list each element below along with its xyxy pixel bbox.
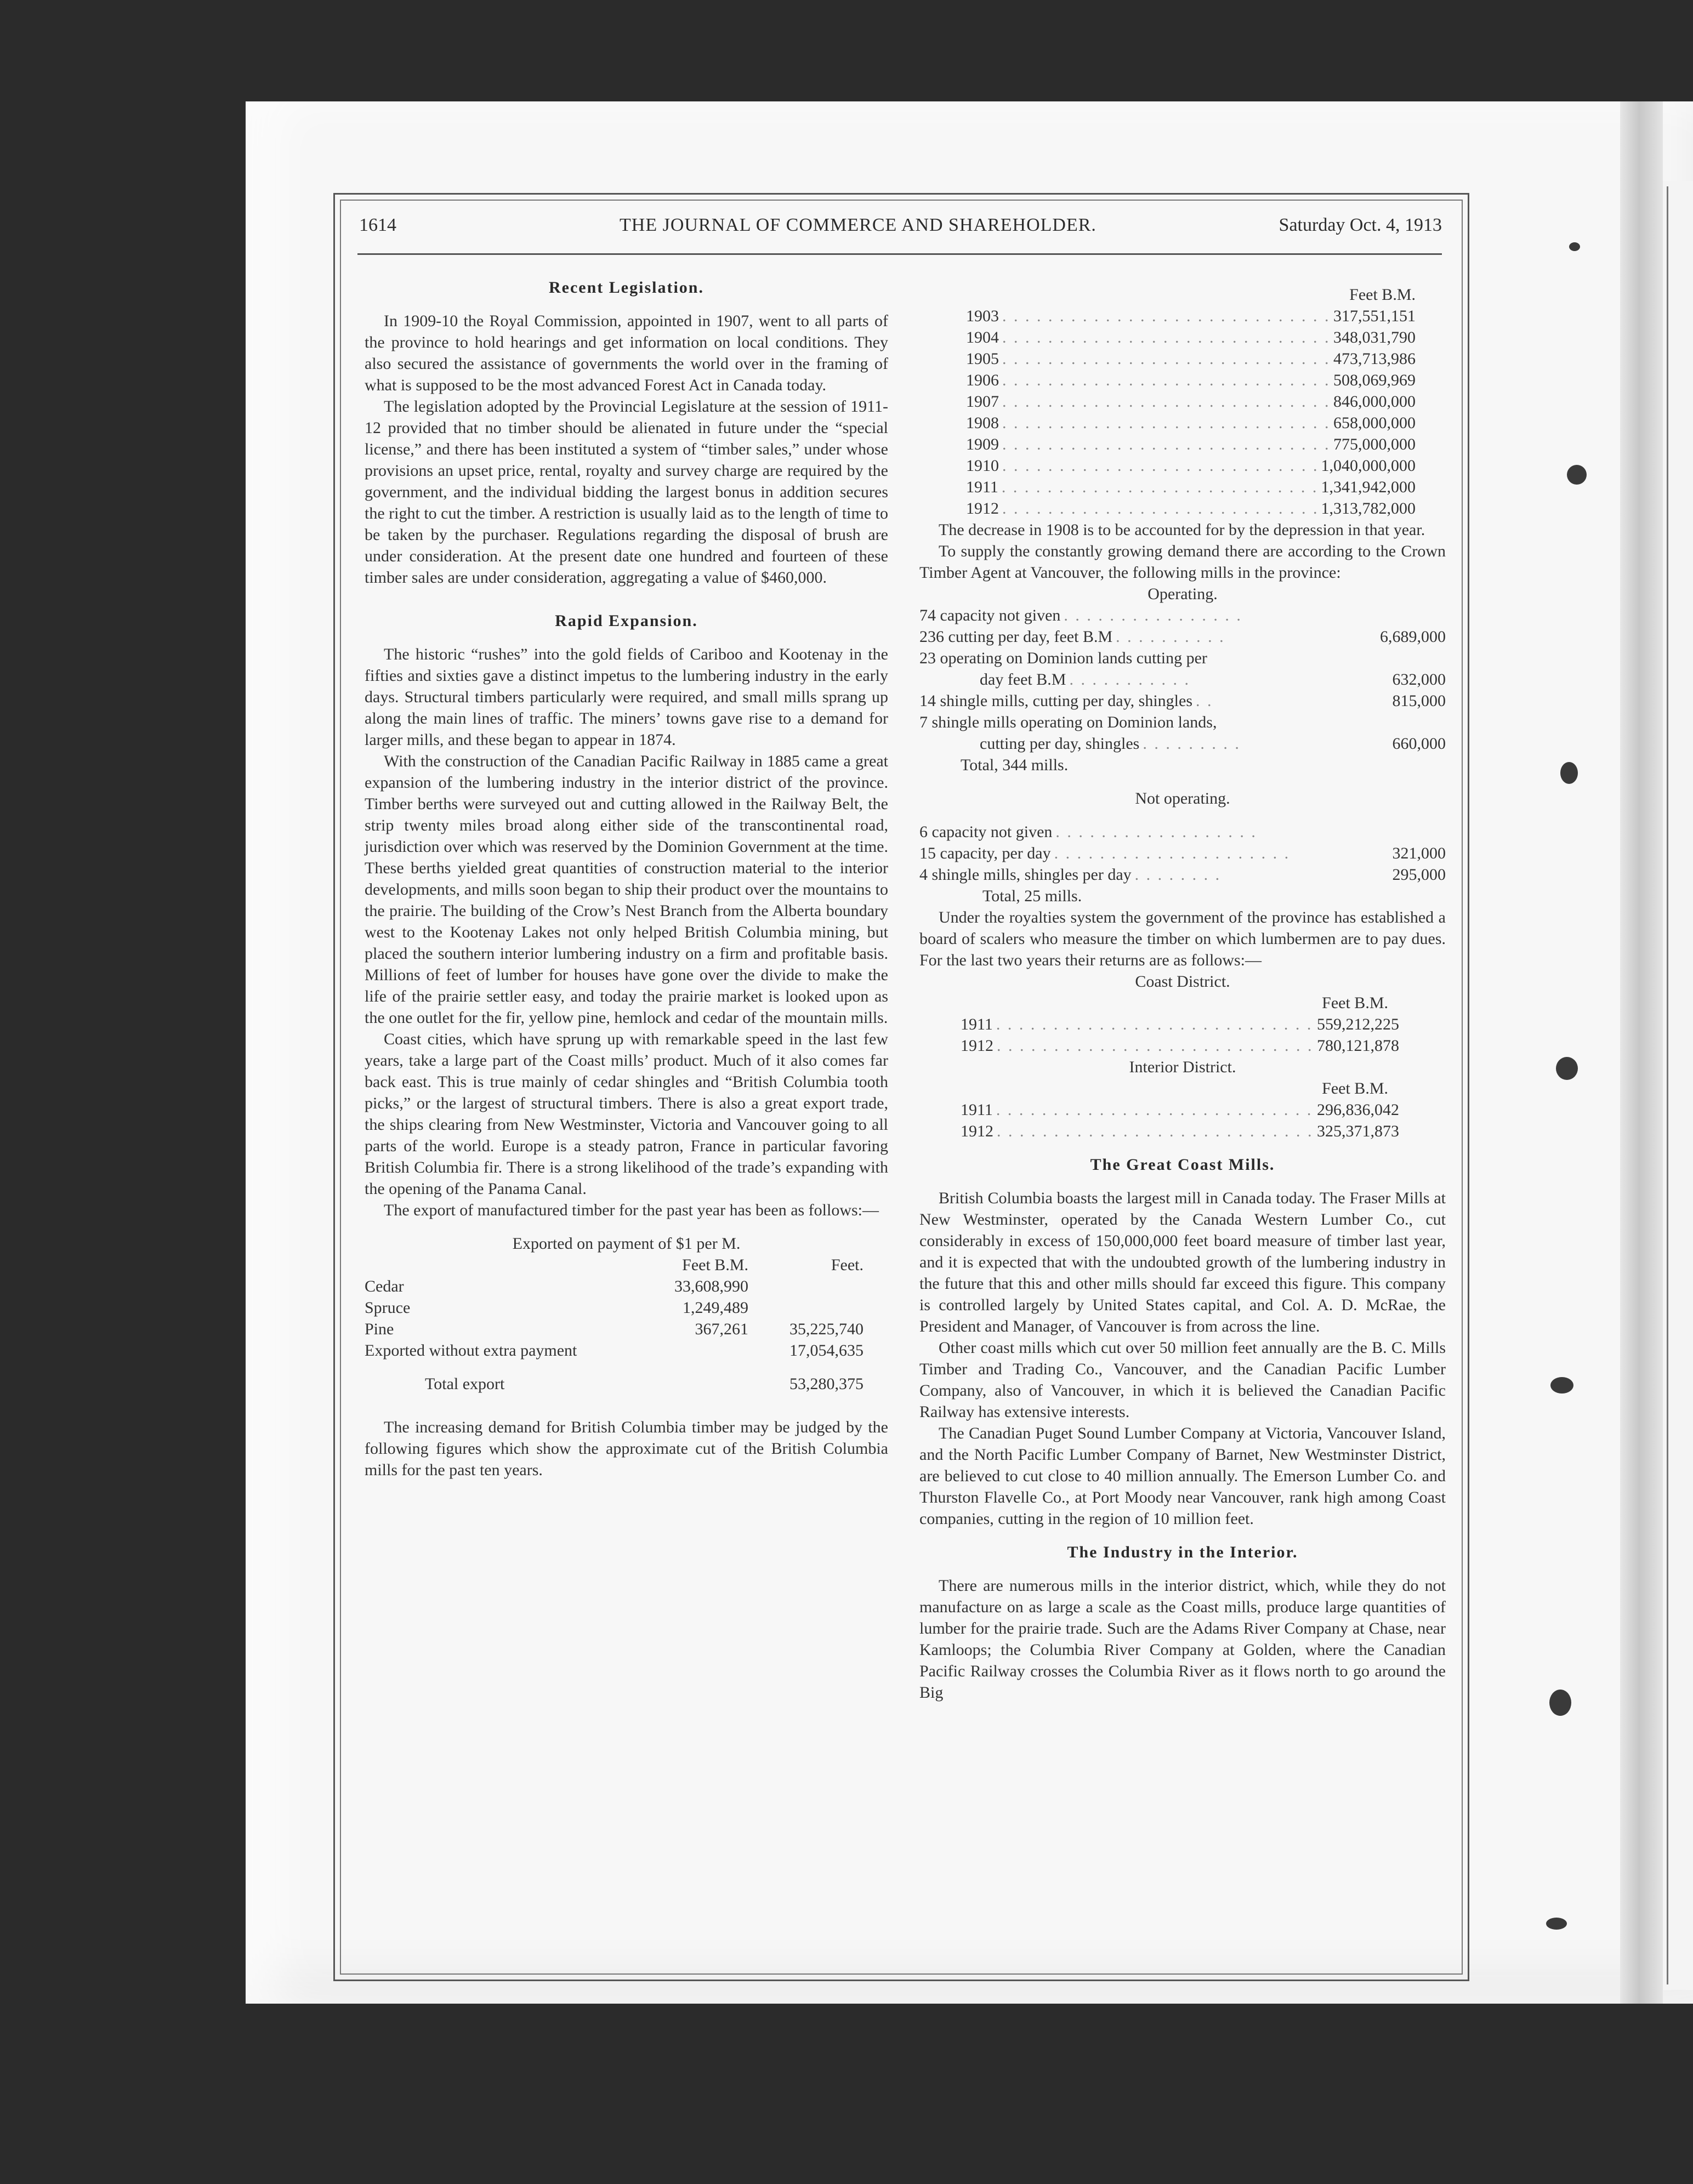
table-row (961, 1099, 1399, 1121)
year: 1909 (966, 435, 999, 453)
table-row (966, 476, 1416, 498)
operating-total: Total, 344 mills. (961, 756, 1069, 774)
unit-header: Feet B.M. (1322, 994, 1388, 1012)
paragraph: Under the royalties system the government of the province has established a board of scalers who measure the timber on which lumbermen are to pay dues. For the last two years their returns are as follows:— (919, 908, 1446, 969)
item-label: 7 shingle mills operating on Dominion lands, (919, 713, 1217, 731)
row-value: 1,249,489 (683, 1299, 748, 1317)
issue-date: Saturday Oct. 4, 1913 (1279, 215, 1442, 235)
item-label: 14 shingle mills, cutting per day, shingles (919, 692, 1193, 710)
table-row (966, 498, 1416, 519)
item-label: day feet B.M (980, 670, 1066, 689)
item-label: 4 shingle mills, shingles per day (919, 866, 1132, 884)
col-header: Feet B.M. (682, 1256, 748, 1274)
value: 325,371,873 (1317, 1122, 1399, 1140)
item-value: 6,689,000 (1380, 628, 1446, 646)
operating-heading: Operating. (1147, 585, 1218, 603)
row-value (748, 1297, 863, 1318)
paragraph: The increasing demand for British Columbia timber may be judged by the following figures which show the approximate cut of the British Columbia mills for the past ten years. (365, 1418, 888, 1479)
paragraph: The decrease in 1908 is to be accounted for by the depression in that year. (939, 521, 1425, 539)
left-column (365, 277, 888, 1481)
year: 1912 (961, 1122, 993, 1140)
export-table (365, 1233, 888, 1395)
list-item (919, 690, 1446, 712)
item-value: 632,000 (1392, 670, 1446, 689)
not-operating-list (919, 821, 1446, 907)
year: 1912 (961, 1037, 993, 1055)
unit-header: Feet B.M. (1349, 286, 1416, 304)
item-value: 815,000 (1392, 692, 1446, 710)
item-value: 321,000 (1392, 844, 1446, 862)
row-value: 367,261 (695, 1320, 748, 1338)
paragraph: To supply the constantly growing demand there are according to the Crown Timber Agent at Vancouver, the following mills in the province: (919, 542, 1446, 582)
export-table-header (365, 1254, 888, 1276)
row-label: Spruce (365, 1299, 411, 1317)
list-item (919, 733, 1446, 754)
table-row (365, 1340, 888, 1361)
list-item (919, 712, 1446, 733)
paragraph: There are numerous mills in the interior district, which, while they do not manufacture on as large a scale as the Coast mills, produce large quantities of lumber for the prairie trade. Such are the Adams River Company at Chase, near Kamloops; the Columbia River Company at Golden, where the Canadian Pacific Railway crosses the Columbia River as it flows north to go around the Big (919, 1577, 1446, 1702)
not-operating-total: Total, 25 mills. (982, 887, 1082, 905)
paragraph: The legislation adopted by the Provincial Legislature at the session of 1911-12 provided that no timber should be alienated in future under the “special license,” and there has been instituted a system of “timber sales,” under whose provisions an upset price, rental, royalty and survey charge are required by the government, and the individual bidding the largest bonus in addition secures the right to cut the timber. A restriction is usually laid as to the length of time to be taken by the purchaser. Regulations regarding the disposal of brush are under consideration. At the present date one hundred and fourteen of these timber sales are under consideration, aggregating a value of $460,000. (365, 397, 888, 587)
item-label: 236 cutting per day, feet B.M (919, 628, 1113, 646)
section-heading-industry-interior: The Industry in the Interior. (1067, 1543, 1298, 1561)
row-value: 33,608,990 (674, 1277, 748, 1295)
row-label: Cedar (365, 1277, 404, 1295)
ink-blot (1569, 242, 1580, 251)
item-label: 23 operating on Dominion lands cutting per (919, 649, 1207, 667)
paragraph: Other coast mills which cut over 50 million feet annually are the B. C. Mills Timber and Trading Co., Vancouver, and the Canadian Pacific Lumber Company, also of Vancouver, in which it is believed the Canadian Pacific Railway has extensive interests. (919, 1339, 1446, 1421)
year: 1904 (966, 328, 999, 346)
table-row (961, 1035, 1399, 1056)
interior-district-heading: Interior District. (1129, 1058, 1236, 1076)
row-value: 17,054,635 (789, 1341, 863, 1360)
year: 1910 (966, 457, 999, 475)
value: 1,313,782,000 (1321, 499, 1416, 517)
year: 1911 (966, 478, 998, 496)
year: 1912 (966, 499, 999, 517)
page-number: 1614 (359, 215, 396, 235)
value: 846,000,000 (1333, 393, 1416, 411)
paragraph: The export of manufactured timber for the past year has been as follows:— (384, 1201, 879, 1219)
table-row (966, 391, 1416, 412)
table-row (966, 434, 1416, 455)
list-item (919, 864, 1446, 885)
row-value (661, 1340, 748, 1361)
list-item (919, 843, 1446, 864)
total-value: 53,280,375 (789, 1375, 863, 1393)
unit-header: Feet B.M. (1322, 1079, 1388, 1097)
table-row (966, 327, 1416, 348)
ink-blot (1546, 1918, 1567, 1930)
item-value: 660,000 (1392, 735, 1446, 753)
year: 1906 (966, 371, 999, 389)
paragraph: The historic “rushes” into the gold fields of Cariboo and Kootenay in the fifties and sixties gave a distinct impetus to the lumbering industry in the early days. Structural timbers particularly were required, and small mills sprang up along the main lines of traffic. The miners’ towns gave rise to a demand for larger mills, and these began to appear in 1874. (365, 645, 888, 749)
value: 508,069,969 (1333, 371, 1416, 389)
list-item (919, 605, 1446, 626)
table-row (365, 1297, 888, 1318)
row-value (748, 1276, 863, 1297)
interior-district-table (919, 1078, 1446, 1142)
paragraph: With the construction of the Canadian Pacific Railway in 1885 came a great expansion of the lumbering industry in the interior district of the province. Timber berths were surveyed out and cutting allowed in the Railway Belt, the strip twenty miles broad along either side of the transcontinental road, jurisdiction over which was reserved by the Dominion Government at the time. These berths yielded great quantities of construction material to the interior developments, and mills soon began to ship their product over the mountains to the prairie. The building of the Crow’s Nest Branch from the Alberta boundary west to the Kootenay Lakes not only helped British Columbia mining, but placed the southern interior lumbering industry on a firm and profitable basis. Millions of feet of lumber for houses have gone over the divide to make the life of the prairie settler easy, and today the prairie market is looked upon as the one outlet for the fir, yellow pine, hemlock and cedar of the mountain mills. (365, 752, 888, 1027)
value: 658,000,000 (1333, 414, 1416, 432)
list-item (919, 626, 1446, 647)
year: 1908 (966, 414, 999, 432)
ink-blot (1549, 1690, 1571, 1716)
table-row (966, 305, 1416, 327)
table-row (365, 1318, 888, 1340)
running-header (359, 215, 1442, 243)
row-label: Exported without extra payment (365, 1341, 577, 1360)
year: 1911 (961, 1015, 993, 1033)
list-item (919, 647, 1446, 669)
list-item (919, 669, 1446, 690)
table-row (966, 369, 1416, 391)
paragraph: In 1909-10 the Royal Commission, appointed in 1907, went to all parts of the province to hold hearings and get information on local conditions. They also secured the assistance of governments the world over in the framing of what is supposed to be the most advanced Forest Act in Canada today. (365, 312, 888, 394)
ink-blot (1567, 465, 1587, 485)
header-rule (357, 253, 1442, 255)
value: 775,000,000 (1333, 435, 1416, 453)
table-row (966, 455, 1416, 476)
binding-gutter (1620, 101, 1663, 2004)
journal-title: THE JOURNAL OF COMMERCE AND SHAREHOLDER. (620, 215, 1097, 235)
paragraph: Coast cities, which have sprung up with remarkable speed in the last few years, take a large part of the Coast mills’ product. Much of it also comes far back east. This is true mainly of cedar shingles and “British Columbia tooth picks,” or the largest of structural timbers. There is also a great export trade, the ships clearing from New Westminster, Victoria and Vancouver going to all parts of the world. Europe is a steady patron, France in particular favoring British Columbia fir. There is a strong likelihood of the trade’s expanding with the opening of the Panama Canal. (365, 1030, 888, 1198)
paragraph: British Columbia boasts the largest mill in Canada today. The Fraser Mills at New Westminster, operated by the Canada Western Lumber Co., cut considerably in excess of 150,000,000 feet board measure of timber last year, and it is expected that with the undoubted growth of the lumbering industry in the future that this and other mills should far exceed this figure. This company is controlled largely by United States capital, and Col. A. D. McRae, the President and Manager, of Vancouver is from across the line. (919, 1189, 1446, 1335)
value: 559,212,225 (1317, 1015, 1399, 1033)
year: 1903 (966, 307, 999, 325)
not-operating-heading: Not operating. (1135, 789, 1230, 807)
item-label: 74 capacity not given (919, 606, 1061, 624)
item-value: 295,000 (1392, 866, 1446, 884)
annual-cut-table (919, 284, 1446, 519)
col-header: Feet. (831, 1256, 863, 1274)
row-label: Pine (365, 1320, 394, 1338)
value: 1,040,000,000 (1321, 457, 1416, 475)
year: 1907 (966, 393, 999, 411)
table-row (961, 1121, 1399, 1142)
table-row (966, 348, 1416, 369)
export-table-caption: Exported on payment of $1 per M. (512, 1235, 741, 1253)
item-label: 6 capacity not given (919, 823, 1053, 841)
section-heading-recent-legislation: Recent Legislation. (549, 278, 704, 297)
coast-district-table (919, 992, 1446, 1056)
table-row (365, 1276, 888, 1297)
ink-blot (1550, 1377, 1573, 1394)
ink-blot (1560, 762, 1578, 784)
value: 296,836,042 (1317, 1101, 1399, 1119)
item-label: cutting per day, shingles (980, 735, 1140, 753)
value: 348,031,790 (1333, 328, 1416, 346)
paragraph: The Canadian Puget Sound Lumber Company at Victoria, Vancouver Island, and the North Pacific Lumber Company of Barnet, New Westminster District, are believed to cut close to 40 million annually. The Emerson Lumber Co. and Thurston Flavelle Co., at Port Moody near Vancouver, rank high among Coast companies, cutting in the region of 10 million feet. (919, 1424, 1446, 1528)
year: 1911 (961, 1101, 993, 1119)
table-row (961, 1014, 1399, 1035)
section-heading-rapid-expansion: Rapid Expansion. (555, 612, 698, 630)
value: 473,713,986 (1333, 350, 1416, 368)
section-heading-great-coast-mills: The Great Coast Mills. (1090, 1156, 1275, 1174)
value: 1,341,942,000 (1321, 478, 1416, 496)
row-value: 35,225,740 (789, 1320, 863, 1338)
table-row (966, 412, 1416, 434)
facing-page-border (1667, 186, 1668, 1984)
coast-district-heading: Coast District. (1135, 972, 1230, 991)
list-item (919, 821, 1446, 843)
operating-list (919, 605, 1446, 776)
value: 317,551,151 (1333, 307, 1416, 325)
item-label: 15 capacity, per day (919, 844, 1051, 862)
value: 780,121,878 (1317, 1037, 1399, 1055)
right-column (919, 284, 1446, 1703)
year: 1905 (966, 350, 999, 368)
table-total-row (365, 1373, 888, 1395)
ink-blot (1556, 1057, 1578, 1080)
total-label: Total export (425, 1375, 505, 1393)
